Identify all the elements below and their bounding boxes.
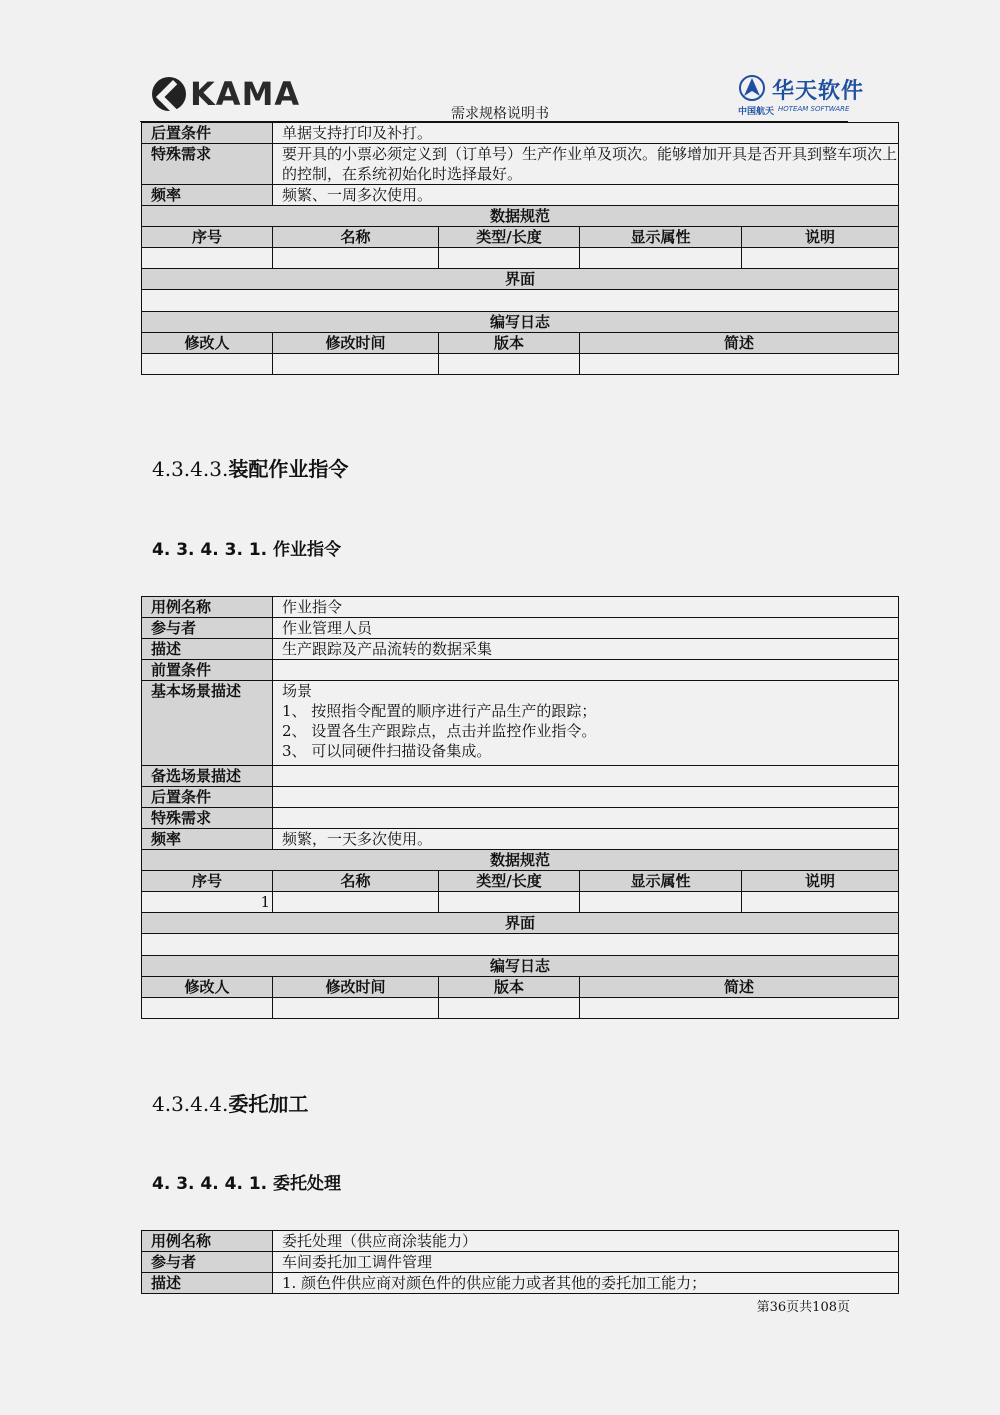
log-header: 编写日志 (142, 956, 899, 977)
row-value (273, 660, 899, 681)
row-value: 单据支持打印及补打。 (273, 123, 899, 144)
row-value (273, 766, 899, 787)
scene-item: 3、 可以同硬件扫描设备集成。 (282, 742, 492, 760)
table-row (142, 290, 899, 312)
column-header: 版本 (439, 977, 580, 998)
column-header: 名称 (273, 227, 439, 248)
row-label: 描述 (142, 1273, 273, 1294)
row-value: 要开具的小票必须定义到（订单号）生产作业单及项次。能够增加开具是否开具到整车项次上的控制，在系统初始化时选择最好。 (273, 144, 899, 185)
column-header: 修改时间 (273, 333, 439, 354)
row-index: 1 (142, 892, 273, 913)
table-row (142, 808, 899, 829)
column-header: 说明 (742, 871, 899, 892)
row-label: 特殊需求 (142, 808, 273, 829)
row-label: 后置条件 (142, 123, 273, 144)
row-label: 前置条件 (142, 660, 273, 681)
row-label: 特殊需求 (142, 144, 273, 185)
table-row (142, 597, 899, 618)
kama-mark-icon (152, 77, 186, 111)
row-value: 1. 颜色件供应商对颜色件的供应能力或者其他的委托加工能力； (273, 1273, 899, 1294)
row-value: 委托处理（供应商涂装能力） (273, 1231, 899, 1252)
table-row (142, 787, 899, 808)
table-row (142, 1273, 899, 1294)
row-label: 描述 (142, 639, 273, 660)
column-header: 显示属性 (580, 227, 742, 248)
hoteam-mark-icon (738, 74, 766, 102)
scene-item: 2、 设置各生产跟踪点，点击并监控作业指令。 (282, 722, 597, 740)
interface-header: 界面 (142, 913, 899, 934)
scene-item: 1、 按照指令配置的顺序进行产品生产的跟踪； (282, 702, 597, 720)
column-header: 类型/长度 (439, 227, 580, 248)
section-title: 委托加工 (228, 1092, 309, 1116)
row-value (273, 808, 899, 829)
column-header: 说明 (742, 227, 899, 248)
section-number: 4.3.4.3. (152, 457, 229, 481)
column-header-row (142, 227, 899, 248)
row-label: 频率 (142, 829, 273, 850)
table-row (142, 639, 899, 660)
row-value: 车间委托加工调件管理 (273, 1252, 899, 1273)
section-title: 装配作业指令 (228, 457, 349, 481)
row-label: 备选场景描述 (142, 766, 273, 787)
table-row (142, 766, 899, 787)
table-row (142, 892, 899, 913)
document-title: 需求规格说明书 (451, 106, 549, 122)
row-value: 作业指令 (273, 597, 899, 618)
row-value: 生产跟踪及产品流转的数据采集 (273, 639, 899, 660)
table-row (142, 1252, 899, 1273)
row-value: 频繁，一天多次使用。 (273, 829, 899, 850)
column-header: 简述 (580, 977, 899, 998)
page-number: 第36页共108页 (756, 1300, 850, 1315)
hoteam-logo-sub1: 中国航天 (738, 107, 775, 117)
column-header: 序号 (142, 227, 273, 248)
subsection-heading (152, 1169, 341, 1194)
row-label: 用例名称 (142, 1231, 273, 1252)
table-row (142, 144, 899, 185)
scene-content (273, 681, 899, 766)
column-header: 修改时间 (273, 977, 439, 998)
row-label: 后置条件 (142, 787, 273, 808)
subsection-heading (152, 535, 341, 560)
data-spec-header: 数据规范 (142, 206, 899, 227)
subsection-number: 4. 3. 4. 3. 1. (152, 540, 268, 560)
kama-logo (152, 74, 317, 114)
row-value: 作业管理人员 (273, 618, 899, 639)
column-header: 名称 (273, 871, 439, 892)
row-label: 频率 (142, 185, 273, 206)
subsection-number: 4. 3. 4. 4. 1. (152, 1174, 268, 1194)
subsection-title: 委托处理 (273, 1174, 342, 1194)
column-header: 简述 (580, 333, 899, 354)
row-label: 基本场景描述 (142, 681, 273, 766)
table-row (142, 123, 899, 144)
scene-title: 场景 (282, 682, 313, 700)
column-header: 修改人 (142, 333, 273, 354)
column-header: 序号 (142, 871, 273, 892)
section-heading (152, 453, 348, 482)
data-spec-header: 数据规范 (142, 850, 899, 871)
spec-table-continued (141, 122, 899, 375)
subsection-title: 作业指令 (273, 540, 342, 560)
column-header-row (142, 871, 899, 892)
hoteam-logo-sub2: HOTEAM SOFTWARE (778, 105, 850, 113)
hoteam-logo (738, 74, 865, 118)
table-row (142, 185, 899, 206)
column-header: 修改人 (142, 977, 273, 998)
spec-table-work-instruction (141, 596, 899, 1019)
log-column-row (142, 977, 899, 998)
row-value (273, 787, 899, 808)
hoteam-logo-main: 华天软件 (772, 79, 865, 104)
column-header: 类型/长度 (439, 871, 580, 892)
spec-table-outsourcing (141, 1230, 899, 1294)
table-row (142, 681, 899, 766)
table-row (142, 248, 899, 269)
kama-logo-text: KAMA (190, 75, 301, 113)
table-row (142, 934, 899, 956)
table-row (142, 1231, 899, 1252)
log-column-row (142, 333, 899, 354)
column-header: 显示属性 (580, 871, 742, 892)
row-label: 参与者 (142, 1252, 273, 1273)
log-header: 编写日志 (142, 312, 899, 333)
row-label: 参与者 (142, 618, 273, 639)
row-value: 频繁、一周多次使用。 (273, 185, 899, 206)
table-row (142, 618, 899, 639)
interface-header: 界面 (142, 269, 899, 290)
column-header: 版本 (439, 333, 580, 354)
table-row (142, 998, 899, 1019)
table-row (142, 660, 899, 681)
table-row (142, 829, 899, 850)
section-number: 4.3.4.4. (152, 1092, 229, 1116)
table-row (142, 354, 899, 375)
row-label: 用例名称 (142, 597, 273, 618)
section-heading (152, 1088, 308, 1117)
